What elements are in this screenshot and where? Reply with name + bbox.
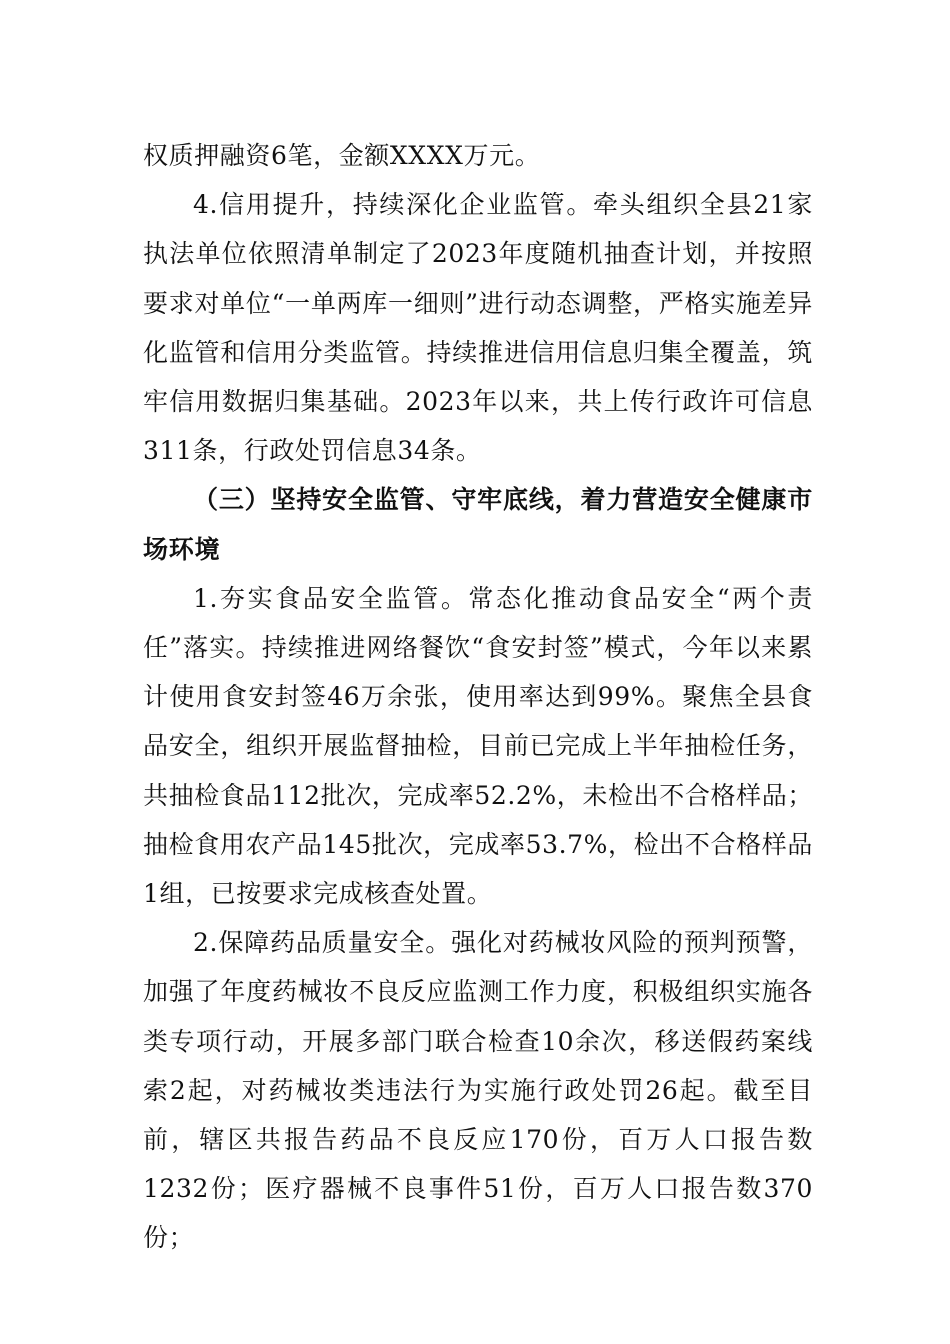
paragraph-food-safety: 1.夯实食品安全监管。常态化推动食品安全“两个责任”落实。持续推进网络餐饮“食安封签”模式，今年以来累计使用食安封签46万余张，使用率达到99%。聚焦全县食品安全，组织开展监督抽检，目前已完成上半年抽检任务，共抽检食品112批次，完成率52.2%，未检出不合格样品；抽检食用农产品145批次，完成率53.7%，检出不合格样品1组，已按要求完成核查处置。 bbox=[143, 583, 813, 909]
section-heading-safety-supervision: （三）坚持安全监管、守牢底线，着力营造安全健康市场环境 bbox=[143, 485, 813, 564]
paragraph-credit-supervision: 4.信用提升，持续深化企业监管。牵头组织全县21家执法单位依照清单制定了2023年度随机抽查计划，并按照要求对单位“一单两库一细则”进行动态调整，严格实施差异化监管和信用分类监管。持续推进信用信息归集全覆盖，筑牢信用数据归集基础。2023年以来，共上传行政许可信息311条，行政处罚信息34条。 bbox=[143, 190, 813, 466]
paragraph-financing-continuation: 权质押融资6笔，金额XXXX万元。 bbox=[143, 141, 541, 170]
document-body bbox=[143, 131, 813, 1263]
paragraph-drug-safety: 2.保障药品质量安全。强化对药械妆风险的预判预警，加强了年度药械妆不良反应监测工作力度，积极组织实施各类专项行动，开展多部门联合检查10余次，移送假药案线索2起，对药械妆类违法行为实施行政处罚26起。截至目前，辖区共报告药品不良反应170份，百万人口报告数1232份；医疗器械不良事件51份，百万人口报告数370份； bbox=[143, 928, 813, 1253]
